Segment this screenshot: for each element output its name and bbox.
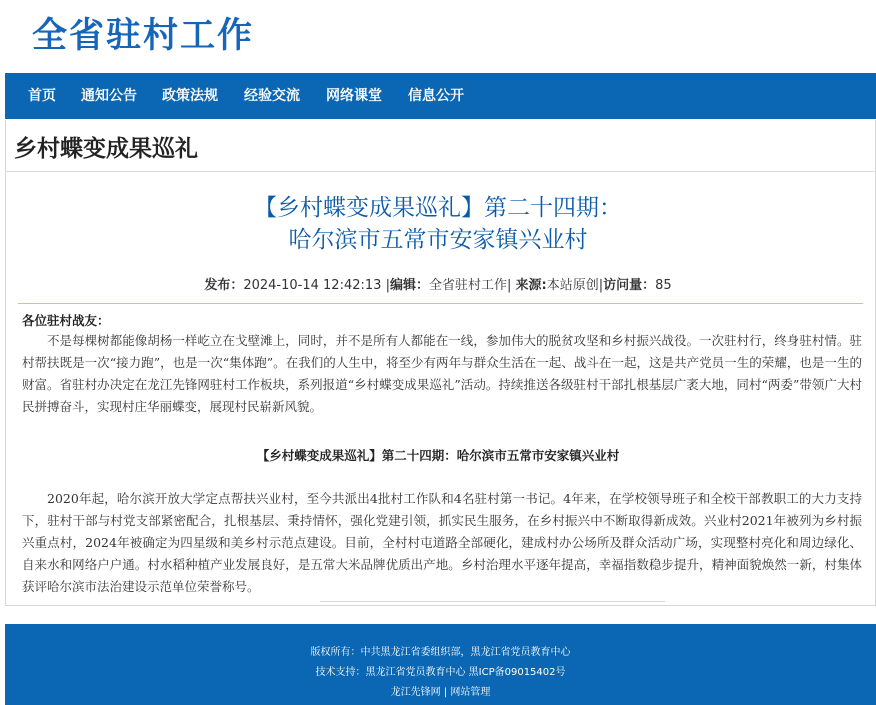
site-title: 全省驻村工作	[32, 16, 255, 56]
footer-link-site[interactable]: 龙江先锋网	[390, 687, 441, 698]
views-value: 85	[655, 278, 672, 293]
nav-online-class[interactable]: 网络课堂	[326, 88, 382, 104]
article-body: 2020年起，哈尔滨开放大学定点帮扶兴业村，至今共派出4批村工作队和4名驻村第一书记。4年来，在学校领导班子和全校干部教职工的大力支持下，驻村干部与村党支部紧密配合，扎根基层、秉持情怀，强化党建引领，抓实民生服务，在乡村振兴中不断取得新成效。兴业村2021年被列为乡村振兴重点村，2024年被确定为四星级和美乡村示范点建设。目前，全村村屯道路全部硬化，建成村办公场所及群众活动广场，实现整村亮化和周边绿化、自来水和网络户户通。村水稻种植产业发展良好，是五常大米品牌优质出产地。乡村治理水平逐年提高，幸福指数稳步提升，精神面貌焕然一新，村集体获评哈尔滨市法治建设示范单位荣誉称号。	[22, 491, 862, 594]
source-label: 来源:	[515, 278, 547, 293]
editor-label: 编辑：	[389, 278, 429, 293]
nav-experience[interactable]: 经验交流	[244, 88, 300, 104]
article-greeting: 各位驻村战友：	[22, 313, 110, 328]
footer-copyright: 版权所有：中共黑龙江省委组织部，黑龙江省党员教育中心	[310, 647, 571, 658]
nav-home[interactable]: 首页	[28, 88, 56, 104]
meta-divider: |	[598, 278, 604, 293]
meta-divider-line	[18, 303, 863, 304]
meta-divider: |	[385, 278, 390, 293]
footer-link-separator: |	[443, 687, 448, 698]
section-title: 乡村蝶变成果巡礼	[14, 136, 198, 162]
main-nav	[5, 73, 876, 119]
article-meta	[0, 276, 876, 296]
article-title-line1: 【乡村蝶变成果巡礼】第二十四期：	[254, 195, 622, 221]
article-subheading: 【乡村蝶变成果巡礼】第二十四期：哈尔滨市五常市安家镇兴业村	[256, 448, 620, 463]
section-divider	[5, 171, 876, 172]
article-intro: 不是每棵树都能像胡杨一样屹立在戈壁滩上，同时，并不是所有人都能在一线，参加伟大的脱贫攻坚和乡村振兴战役。一次驻村行，终身驻村情。驻村帮扶既是一次“接力跑”，也是一次“集体跑”。在我们的人生中，将至少有两年与群众生活在一起、战斗在一起，这是共产党员一生的荣耀，也是一生的财富。省驻村办决定在龙江先锋网驻村工作板块，系列报道“乡村蝶变成果巡礼”活动。持续推送各级驻村干部扎根基层广袤大地，同村“两委”带领广大村民拼搏奋斗，实现村庄华丽蝶变，展现村民崭新风貌。	[22, 333, 862, 414]
footer-links	[5, 683, 876, 703]
editor-value: 全省驻村工作|	[428, 278, 512, 293]
article-end-divider	[320, 601, 665, 602]
published-value: 2024-10-14 12:42:13	[243, 278, 382, 293]
nav-policies[interactable]: 政策法规	[162, 88, 218, 104]
nav-info-disclosure[interactable]: 信息公开	[408, 88, 464, 104]
site-header	[0, 0, 876, 72]
nav-notices[interactable]: 通知公告	[81, 88, 137, 104]
published-label: 发布：	[204, 278, 244, 293]
source-value: 本站原创	[546, 278, 599, 293]
footer-link-admin[interactable]: 网站管理	[450, 687, 491, 698]
site-footer	[5, 624, 876, 705]
views-label: 访问量：	[603, 278, 656, 293]
footer-tech-support: 技术支持：黑龙江省党员教育中心 黑ICP备09015402号	[315, 667, 566, 678]
article-title-line2: 哈尔滨市五常市安家镇兴业村	[288, 227, 588, 253]
